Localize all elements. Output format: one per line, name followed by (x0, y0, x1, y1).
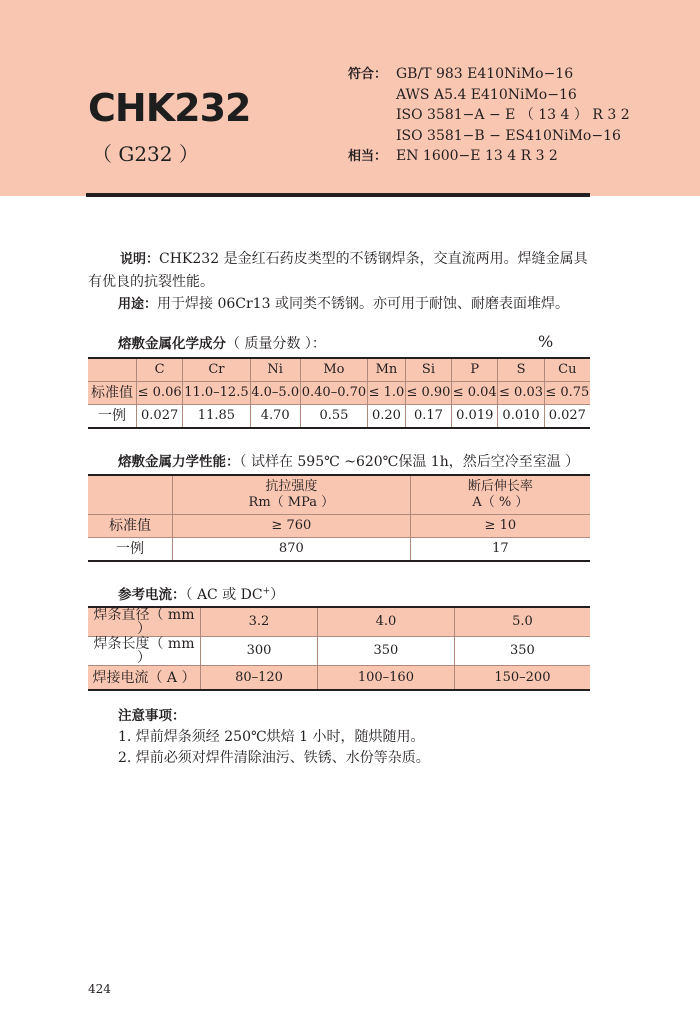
column-header: Cr (183, 358, 250, 382)
table-cell: 300 (201, 637, 318, 666)
table-row (88, 538, 590, 562)
page-number: 424 (88, 982, 111, 996)
table-header-row (88, 358, 590, 382)
description (88, 248, 590, 316)
standard-value: AWS A5.4 E410NiMo−16 (396, 86, 577, 103)
column-header: Ni (250, 358, 300, 382)
column-header: P (452, 358, 498, 382)
table-cell: 0.010 (498, 405, 544, 429)
table-row (88, 637, 590, 666)
row-label: 标准值 (88, 515, 173, 538)
table-row (88, 405, 590, 429)
table-row (88, 515, 590, 538)
column-header (410, 475, 590, 515)
description-text: CHK232 是金红石药皮类型的不锈钢焊条，交直流两用。焊缝金属具有优良的抗裂性能。 (88, 251, 588, 290)
table-cell: 350 (318, 637, 455, 666)
table-cell: 0.55 (300, 405, 367, 429)
product-model: CHK232 (88, 86, 251, 130)
usage-label: 用途： (118, 297, 158, 312)
column-header-line: Rm（ MPa ） (248, 495, 335, 510)
table-cell: 350 (454, 637, 590, 666)
standard-value: GB/T 983 E410NiMo−16 (396, 66, 574, 82)
column-header: C (137, 358, 183, 382)
table-cell: 11.0–12.5 (183, 382, 250, 405)
current-table (88, 606, 590, 691)
current-title-end: ） (270, 587, 285, 603)
column-header: Cu (544, 358, 590, 382)
column-header-line: A（ % ） (472, 495, 529, 510)
table-cell: ≥ 10 (410, 515, 590, 538)
table-cell: 0.019 (452, 405, 498, 429)
table-cell: ≤ 0.03 (498, 382, 544, 405)
standard-line (348, 126, 630, 147)
table-cell: 4.0 (318, 607, 455, 637)
current-title-note: （ AC 或 DC (185, 587, 263, 603)
table-header-row (88, 475, 590, 515)
table-cell: 17 (410, 538, 590, 562)
product-alias: （ G232 ） (92, 142, 199, 166)
standard-line (348, 105, 630, 126)
standard-line (348, 85, 630, 106)
table-cell: ≤ 0.75 (544, 382, 590, 405)
current-title-sup: + (262, 586, 271, 597)
column-header: Mo (300, 358, 367, 382)
standard-line (348, 64, 630, 85)
table-row (88, 607, 590, 637)
table-cell: 3.2 (201, 607, 318, 637)
column-header-line: 断后伸长率 (467, 479, 533, 494)
current-title (118, 583, 284, 604)
table-cell: 870 (173, 538, 411, 562)
row-label: 标准值 (88, 382, 137, 405)
table-cell: 0.027 (137, 405, 183, 429)
column-header: Mn (368, 358, 406, 382)
column-header: Si (405, 358, 451, 382)
usage-text: 用于焊接 06Cr13 或同类不锈钢。亦可用于耐蚀、耐磨表面堆焊。 (157, 296, 569, 312)
table-corner-cell (88, 358, 137, 382)
row-label: 焊接电流（ A ） (88, 666, 201, 691)
row-label: 焊条长度（ mm ） (88, 637, 201, 666)
standard-key: 符合： (348, 67, 388, 82)
current-title-label: 参考电流： (118, 587, 186, 603)
notes (118, 706, 430, 769)
table-cell: ≤ 0.06 (137, 382, 183, 405)
table-cell: 0.20 (368, 405, 406, 429)
mechanical-title-note: （ 试样在 595℃ ~620℃保温 1h，然后空冷至室温 ） (239, 454, 580, 470)
column-header: S (498, 358, 544, 382)
table-cell: ≥ 760 (173, 515, 411, 538)
standard-value: EN 1600−E 13 4 R 3 2 (396, 148, 558, 164)
table-cell: 0.027 (544, 405, 590, 429)
table-row (88, 382, 590, 405)
standard-key: 相当： (348, 149, 388, 164)
chemistry-title-label: 熔敷金属化学成分 (118, 336, 226, 352)
row-label: 一例 (88, 405, 137, 429)
table-cell: 0.17 (405, 405, 451, 429)
usage-paragraph (88, 293, 590, 316)
description-paragraph (88, 248, 590, 293)
table-cell: ≤ 0.90 (405, 382, 451, 405)
note-item: 1. 焊前焊条须经 250℃烘焙 1 小时，随烘随用。 (118, 729, 425, 745)
table-cell: 11.85 (183, 405, 250, 429)
table-cell: 80–120 (201, 666, 318, 691)
note-item: 2. 焊前必须对焊件清除油污、铁锈、水份等杂质。 (118, 750, 430, 766)
chemistry-table (88, 357, 590, 429)
table-cell: 0.40–0.70 (300, 382, 367, 405)
standard-value: ISO 3581−A − E （ 13 4 ） R 3 2 (396, 107, 630, 123)
row-label: 一例 (88, 538, 173, 562)
chemistry-unit: % (538, 332, 554, 351)
header-rule (86, 193, 590, 197)
description-label: 说明： (120, 252, 160, 267)
column-header-line: 抗拉强度 (265, 479, 318, 494)
table-cell: ≤ 0.04 (452, 382, 498, 405)
table-cell: 5.0 (454, 607, 590, 637)
standard-value: ISO 3581−B − ES410NiMo−16 (396, 127, 621, 144)
table-cell: ≤ 1.0 (368, 382, 406, 405)
row-label: 焊条直径（ mm ） (88, 607, 201, 637)
standard-line (348, 146, 630, 167)
mechanical-table (88, 474, 590, 562)
standards-block (348, 64, 630, 167)
column-header (173, 475, 411, 515)
chemistry-title (118, 332, 326, 353)
notes-title: 注意事项： (118, 708, 186, 724)
table-cell: 4.70 (250, 405, 300, 429)
table-cell: 150–200 (454, 666, 590, 691)
table-row (88, 666, 590, 691)
table-cell: 100–160 (318, 666, 455, 691)
mechanical-title (118, 450, 579, 471)
table-corner-cell (88, 475, 173, 515)
mechanical-title-label: 熔敷金属力学性能： (118, 454, 240, 470)
table-cell: 4.0–5.0 (250, 382, 300, 405)
chemistry-title-note: （ 质量分数 ）： (226, 336, 326, 352)
